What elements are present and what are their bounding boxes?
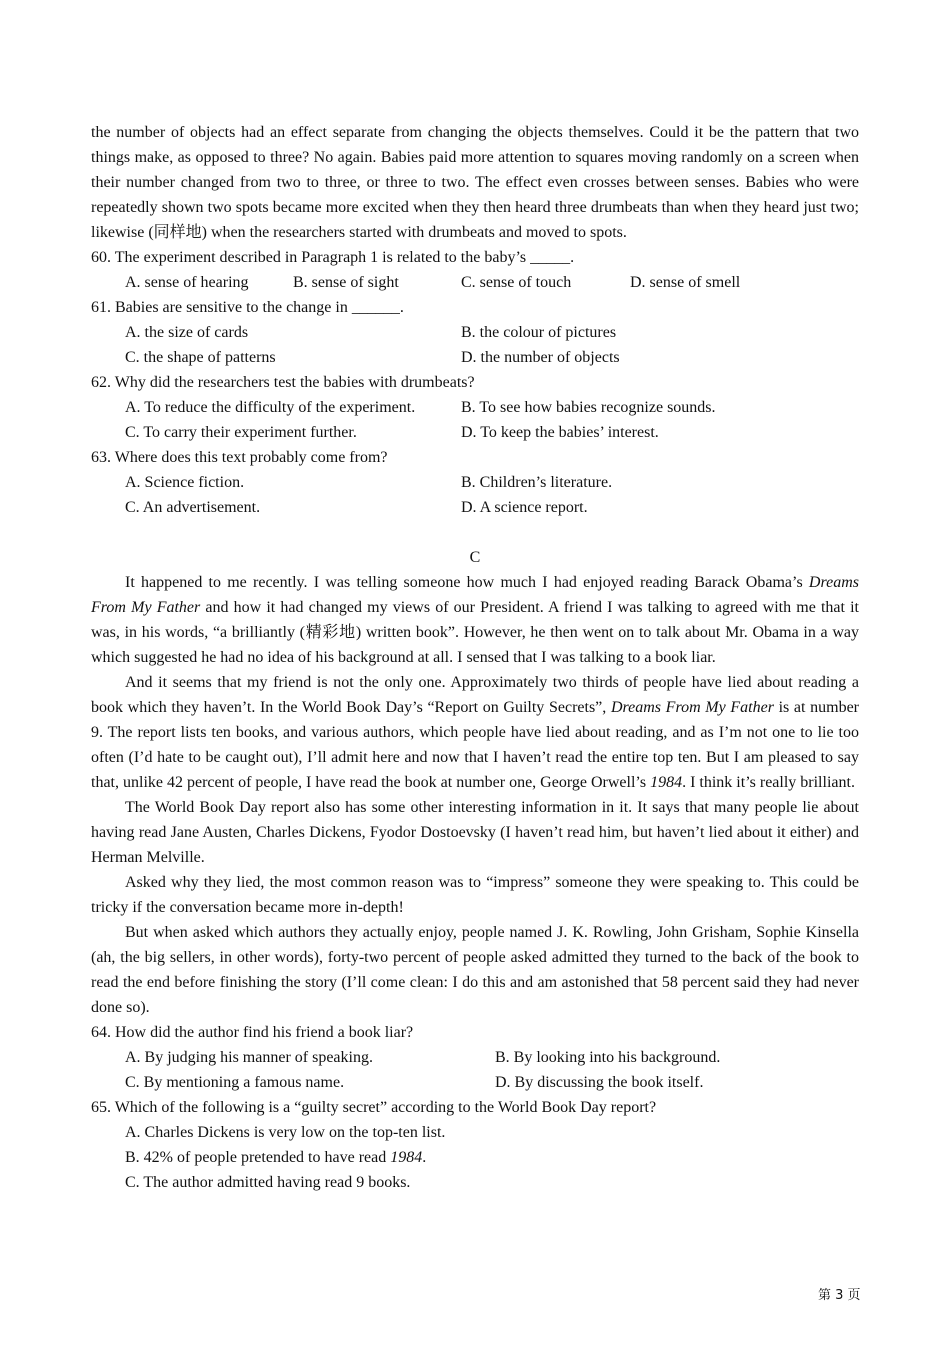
question-61-options-row2 — [91, 345, 859, 370]
question-62-options-row1 — [91, 395, 859, 420]
option-a: A. Charles Dickens is very low on the top-ten list. — [125, 1124, 446, 1141]
question-63: 63. Where does this text probably come from? — [91, 449, 388, 466]
question-63-options-row1 — [91, 470, 859, 495]
question-62: 62. Why did the researchers test the babies with drumbeats? — [91, 374, 475, 391]
question-63-options-row2 — [91, 495, 859, 520]
option-d: D. A science report. — [461, 499, 588, 516]
passage-b-tail: the number of objects had an effect separate from changing the objects themselves. Could it be the pattern that two things make, as opposed to three? No again. Babies paid more attention to squares moving randomly on a screen when their number changed from two to three, or three to two. The effect even crosses between senses. Babies who were repeatedly shown two spots became more excited when they then heard three drumbeats than when they heard just two; likewise (同样地) when the researchers started with drumbeats and moved to spots. — [91, 124, 859, 241]
option-d: D. the number of objects — [461, 349, 620, 366]
option-d: D. sense of smell — [630, 274, 741, 291]
option-c: C. The author admitted having read 9 books. — [125, 1174, 411, 1191]
option-a: A. Science fiction. — [125, 474, 245, 491]
option-c: C. An advertisement. — [125, 499, 261, 516]
book-title: 1984 — [390, 1149, 423, 1166]
passage-c-paragraph-3: The World Book Day report also has some other interesting information in it. It says that many people lie about having read Jane Austen, Charles Dickens, Fyodor Dostoevsky (I haven’t read him, but haven’t lied about it either) and Herman Melville. — [91, 799, 859, 866]
option-b: B. the colour of pictures — [461, 324, 617, 341]
option-d: D. By discussing the book itself. — [495, 1074, 704, 1091]
question-61-options-row1 — [91, 320, 859, 345]
passage-c-paragraph-2: And it seems that my friend is not the only one. Approximately two thirds of people have lied about reading a book which they haven’t. In the World Book Day’s “Report on Guilty Secrets”, Dreams From My Father is at number 9. The report lists ten books, and various authors, which people have lied about reading, and as I’m not one to lie too often (I’d hate to be caught out), I’ll admit here and now that I haven’t read the entire top ten. But I am pleased to say that, unlike 42 percent of people, I have read the book at number one, George Orwell’s 1984. I think it’s really brilliant. — [91, 674, 860, 791]
question-60-options — [91, 270, 859, 295]
section-c-heading: C — [469, 549, 481, 566]
option-b: B. Children’s literature. — [461, 474, 613, 491]
option-c: C. sense of touch — [461, 274, 572, 291]
question-64: 64. How did the author find his friend a book liar? — [91, 1024, 414, 1041]
option-c: C. To carry their experiment further. — [125, 424, 357, 441]
passage-c-paragraph-4: Asked why they lied, the most common reason was to “impress” someone they were speaking to. This could be tricky if the conversation became more in-depth! — [91, 874, 859, 916]
question-65: 65. Which of the following is a “guilty secret” according to the World Book Day report? — [91, 1099, 657, 1116]
question-60: 60. The experiment described in Paragraph 1 is related to the baby’s _____. — [91, 249, 575, 266]
book-title: Dreams From My Father — [610, 699, 774, 716]
option-b: B. By looking into his background. — [495, 1049, 721, 1066]
exam-page — [91, 120, 859, 1195]
option-b: B. sense of sight — [293, 274, 399, 291]
question-62-options-row2 — [91, 420, 859, 445]
option-a: A. sense of hearing — [125, 274, 249, 291]
passage-c-paragraph-5: But when asked which authors they actually enjoy, people named J. K. Rowling, John Grisham, Sophie Kinsella (ah, the big sellers, in other words), forty-two percent of people asked admitted they turned to the back of the book to read the end before finishing the story (I’ll come clean: I do this and am astonished that 58 percent said they had never done so). — [91, 924, 859, 1016]
option-b: B. To see how babies recognize sounds. — [461, 399, 716, 416]
book-title: 1984 — [650, 774, 683, 791]
question-61: 61. Babies are sensitive to the change in ______. — [91, 299, 404, 316]
question-64-options-row1 — [91, 1045, 859, 1070]
question-64-options-row2 — [91, 1070, 859, 1095]
passage-c-paragraph-1: It happened to me recently. I was telling someone how much I had enjoyed reading Barack Obama’s Dreams From My Father and how it had changed my views of our President. A friend I was talking to agreed with me that it was, in his words, “a brilliantly (精彩地) written book”. However, he then went on to talk about Mr. Obama in a way which suggested he had no idea of his background at all. I sensed that I was talking to a book liar. — [91, 574, 859, 666]
page-number: 第 3 页 — [818, 1288, 861, 1303]
option-c: C. the shape of patterns — [125, 349, 276, 366]
option-b: B. 42% of people pretended to have read 1984. — [125, 1149, 427, 1166]
option-a: A. By judging his manner of speaking. — [125, 1049, 373, 1066]
option-a: A. the size of cards — [125, 324, 249, 341]
option-c: C. By mentioning a famous name. — [125, 1074, 345, 1091]
option-a: A. To reduce the difficulty of the experiment. — [125, 399, 416, 416]
book-title: Dreams From My Father — [91, 574, 859, 616]
option-d: D. To keep the babies’ interest. — [461, 424, 659, 441]
